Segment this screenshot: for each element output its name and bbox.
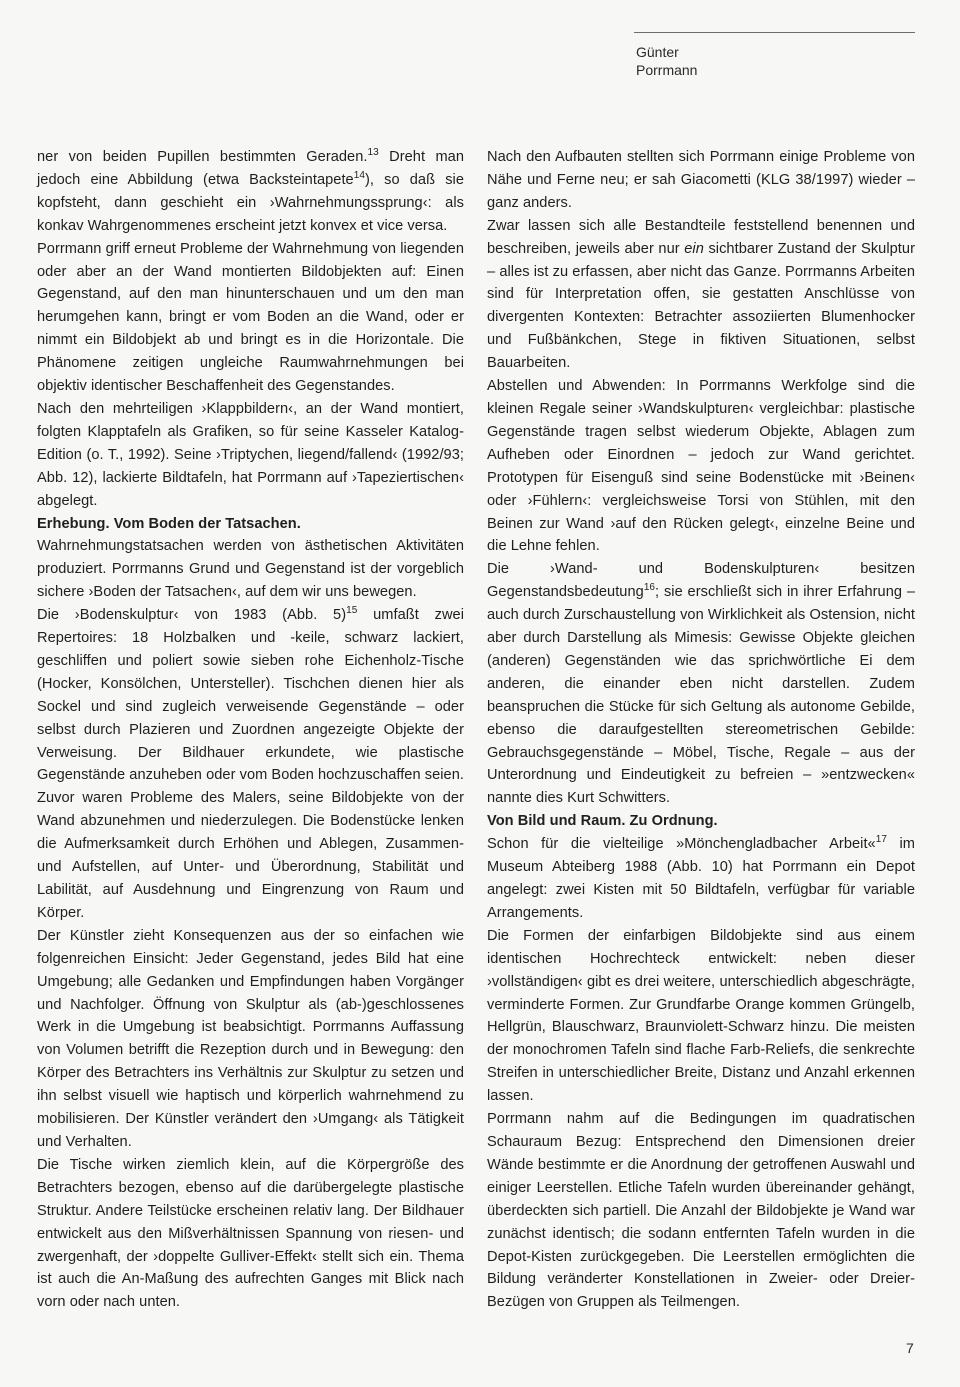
footnote-ref[interactable]: 15: [346, 605, 358, 617]
section-heading: Erhebung. Vom Boden der Tatsachen.: [37, 515, 301, 532]
author-name: [636, 43, 697, 79]
paragraph: Der Künstler zieht Konsequenzen aus der so einfachen wie folgenreichen Einsicht: Jeder Gegenstand, jedes Bild hat eine Umgebung; alle Gedanken und Empfindungen haben Vorgänger und Nachfolger. Öffnung von Skulptur als (ab-)geschlossenes Werk in die Umgebung ist beabsichtigt. Porrmanns Auffassung von Volumen betrifft die Rezeption durch und in Bewegung: den Körper des Betrachters ins Verhältnis zur Skulptur zu setzen und ihn selbst visuell wie haptisch und körperlich wahrnehmend zu mobilisieren. Der Künstler verändert den ›Umgang‹ als Tätigkeit und Verhalten.: [37, 927, 464, 1150]
footnote-ref[interactable]: 16: [643, 582, 656, 594]
paragraph: Porrmann nahm auf die Bedingungen im quadratischen Schauraum Bezug: Entsprechend den Dimensionen dreier Wände bestimmte er die Anordnung der getroffenen Auswahl und einiger Leerstellen. Etliche Tafeln wurden übereinander gehängt, überdeckten sich partiell. Die Anzahl der Bildobjekte je Wand war zunächst identisch; die sodann entfernten Tafeln wurden in die Depot-Kisten zurückgegeben. Die Leerstellen ermöglichten die Bildung veränderter Konstellationen in Zweier- oder Dreier-Bezügen von Gruppen als Teilmengen.: [487, 1111, 915, 1311]
paragraph: ner von beiden Pupillen bestimmten Geraden.$^{13}$ Dreht man jedoch eine Abbildung (etwa Backsteintapete$^{14}$), so daß sie kopfsteht, dann geschieht ein ›Wahrnehmungssprung‹: als konkav Wahrgenommenes erscheint jetzt konvex et vice versa.: [37, 147, 464, 234]
footnote-ref[interactable]: 14: [353, 170, 365, 182]
paragraph: Porrmann griff erneut Probleme der Wahrnehmung von liegenden oder aber an der Wand montierten Bildobjekten auf: Einen Gegenstand, auf den man hinunterschauen und um den man herumgehen kann, bringt er vom Boden an die Wand, oder er nimmt ein Bildobjekt ab und bringt es in die Horizontale. Die Phänomene zeitigen ungleiche Raumwahrnehmungen bei objektiv identischer Beschaffenheit des Gegenstandes.: [37, 240, 464, 395]
author-first-name: Günter: [636, 44, 679, 60]
paragraph: Die Tische wirken ziemlich klein, auf die Körpergröße des Betrachters bezogen, ebenso auf die darübergelegte plastische Struktur. Andere Teilstücke erscheinen relativ lang. Der Bildhauer entwickelt aus den Mißverhältnissen Spannung von riesen- und zwergenhaft, der ›doppelte Gulliver-Effekt‹ stellt sich ein. Thema ist auch die An-Maßung des aufrechten Ganges mit Blick nach vorn oder nach unten.: [37, 1156, 464, 1311]
right-column: [487, 146, 915, 1314]
left-column: [37, 146, 464, 1314]
paragraph: Die ›Bodenskulptur‹ von 1983 (Abb. 5)$^{15}$ umfaßt zwei Repertoires: 18 Holzbalken und -keile, schwarz lackiert, geschliffen und poliert sowie sieben rohe Eichenholz-Tische (Hocker, Konsölchen, Untersteller). Tischchen dienen hier als Sockel und sind zugleich verweisende Gegenstände – oder selbst durch Plazieren und Zuordnen angezeigte Objekte der Verweisung. Der Bildhauer erkundete, wie plastische Gegenstände anzuheben oder vom Boden hochzuschaffen seien. Zuvor waren Probleme des Malers, seine Bildobjekte von der Wand abzunehmen und niederzulegen. Die Bodenstücke lenken die Aufmerksamkeit durch Erhöhen und Ablegen, Zusammen- und Aufstellen, auf Unter- und Überordnung, Stabilität und Labilität, auf Ausdehnung und Eingrenzung von Raum und Körper.: [37, 605, 464, 921]
footnote-ref[interactable]: 17: [875, 834, 887, 846]
paragraph: Wahrnehmungstatsachen werden von ästhetischen Aktivitäten produziert. Porrmanns Grund und Gegenstand ist der vorgeblich sichere ›Boden der Tatsachen‹, auf dem wir uns bewegen.: [37, 538, 464, 601]
paragraph: Nach den mehrteiligen ›Klappbildern‹, an der Wand montiert, folgten Klapptafeln als Grafiken, so für seine Kasseler Katalog-Edition (o. T., 1992). Seine ›Triptychen, liegend/fallend‹ (1992/93; Abb. 12), lackierte Bildtafeln, hat Porrmann auf ›Tapeziertischen‹ abgelegt.: [37, 400, 464, 509]
paragraph: Zwar lassen sich alle Bestandteile feststellend benennen und beschreiben, jeweils aber nur ein sichtbarer Zustand der Skulptur – alles ist zu erfassen, aber nicht das Ganze. Porrmanns Arbeiten sind für Interpretation offen, sie gestatten Anschlüsse von divergenten Kontexten: Betrachter assoziierten Blumenhocker und Fußbänkchen, Stege in fiktiven Situationen, selbst Bauarbeiten.: [487, 217, 915, 372]
section-heading: Von Bild und Raum. Zu Ordnung.: [487, 813, 718, 830]
paragraph: Die ›Wand- und Bodenskulpturen‹ besitzen Gegenstandsbedeutung$^{16}$; sie erschließt sich in ihrer Erfahrung – auch durch Zurschaustellung von Wirklichkeit als Ostension, nicht aber durch Darstellung als Mimesis: Gewisse Objekte gleichen (anderen) Gegenständen wie das sprichwörtliche Ei dem anderen, die einander eben nicht darstellen. Zudem beanspruchen die Stücke für sich Geltung als autonome Gebilde, ebenso die daraufgestellten stereometrischen Gebilde: Gebrauchsgegenstände – Möbel, Tische, Regale – aus der Unterordnung und Eindeutigkeit zu befreien – »entzwecken« nannte dies Kurt Schwitters.: [487, 561, 915, 807]
paragraph: Abstellen und Abwenden: In Porrmanns Werkfolge sind die kleinen Regale seiner ›Wandskulpturen‹ vergleichbar: plastische Gegenstände tragen selbst wiederum Objekte, Ablagen zum Aufheben oder Einordnen – jedoch zur Wand gerichtet. Prototypen für Eisenguß sind seine Bodenstücke mit ›Beinen‹ oder ›Fühlern‹: vergleichsweise Torsi von Stühlen, mit den Beinen zur Wand ›auf den Rücken gelegt‹, einzelne Beine und die Lehne fehlen.: [487, 378, 915, 555]
page-number: 7: [906, 1340, 914, 1356]
paragraph: Nach den Aufbauten stellten sich Porrmann einige Probleme von Nähe und Ferne neu; er sah Giacometti (KLG 38/1997) wieder – ganz anders.: [487, 149, 915, 211]
paragraph: Die Formen der einfarbigen Bildobjekte sind aus einem identischen Hochrechteck entwickelt: neben dieser ›vollständigen‹ gibt es drei weitere, unterschiedlich abgeschrägte, verminderte Formen. Zur Grundfarbe Orange kommen Grüngelb, Hellgrün, Blauschwarz, Braunviolett-Schwarz hinzu. Die meisten der monochromen Tafeln sind flache Farb-Reliefs, die senkrechte Streifen in unterschiedlicher Breite, Distanz und Anzahl erkennen lassen.: [487, 927, 915, 1105]
header-rule: [634, 32, 915, 33]
paragraph: Schon für die vielteilige »Mönchengladbacher Arbeit«$^{17}$ im Museum Abteiberg 1988 (Abb. 10) hat Porrmann ein Depot angelegt: zwei Kisten mit 50 Bildtafeln, verfügbar für variable Arrangements.: [487, 834, 915, 921]
author-last-name: Porrmann: [636, 62, 698, 78]
footnote-ref[interactable]: 13: [367, 147, 379, 159]
